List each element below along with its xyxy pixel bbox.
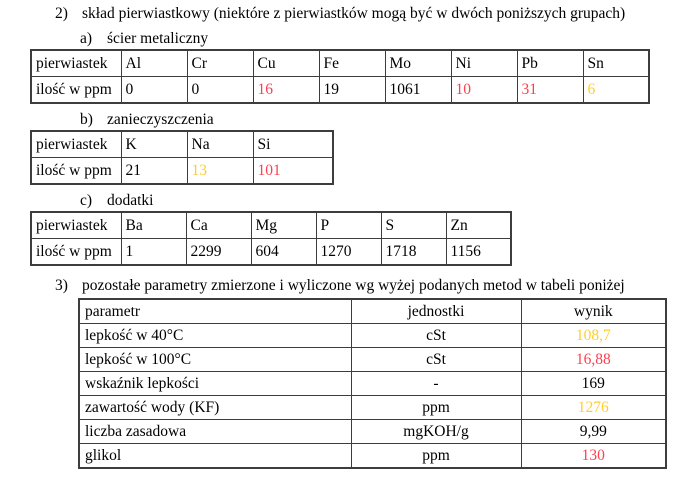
parameter-unit: ppm bbox=[351, 444, 521, 469]
parameter-unit: ppm bbox=[351, 396, 521, 420]
element-value-Sn: 6 bbox=[583, 77, 649, 104]
group-letter-zanieczyszczenia: b) bbox=[80, 111, 93, 128]
row-header-element: pierwiastek bbox=[31, 212, 121, 239]
element-value-Na: 13 bbox=[187, 158, 253, 185]
element-symbol-Pb: Pb bbox=[517, 50, 583, 77]
row-header-amount: ilość w ppm bbox=[31, 239, 121, 266]
element-symbol-Sn: Sn bbox=[583, 50, 649, 77]
table-row bbox=[79, 396, 666, 420]
element-symbol-Fe: Fe bbox=[319, 50, 385, 77]
parameter-result: 130 bbox=[521, 444, 666, 469]
element-value-Zn: 1156 bbox=[446, 239, 511, 266]
element-symbol-Ni: Ni bbox=[451, 50, 517, 77]
parameter-result: 1276 bbox=[521, 396, 666, 420]
element-symbol-Cu: Cu bbox=[253, 50, 319, 77]
element-value-K: 21 bbox=[121, 158, 187, 185]
group-name-scier-metaliczny: ścier metaliczny bbox=[107, 30, 209, 47]
section-2-heading bbox=[55, 5, 685, 23]
parameter-result: 108,7 bbox=[521, 324, 666, 348]
elements-table-dodatki bbox=[30, 211, 512, 266]
parameter-result: 9,99 bbox=[521, 420, 666, 444]
element-value-Ca: 2299 bbox=[186, 239, 251, 266]
element-symbol-Ca: Ca bbox=[186, 212, 251, 239]
section-2-title: skład pierwiastkowy (niektóre z pierwiastków mogą być w dwóch poniższych grupach) bbox=[82, 5, 626, 22]
section-3-heading bbox=[55, 277, 685, 295]
element-value-Ba: 1 bbox=[121, 239, 186, 266]
group-letter-scier-metaliczny: a) bbox=[80, 30, 93, 47]
row-header-amount: ilość w ppm bbox=[31, 158, 121, 185]
header-parametr: parametr bbox=[79, 299, 351, 324]
table-row bbox=[79, 444, 666, 469]
group-name-zanieczyszczenia: zanieczyszczenia bbox=[107, 111, 214, 128]
table-row bbox=[31, 239, 511, 266]
group-label-dodatki bbox=[80, 192, 685, 209]
element-value-Ni: 10 bbox=[451, 77, 517, 104]
parameter-name: lepkość w 40°C bbox=[79, 324, 351, 348]
section-3-title: pozostałe parametry zmierzone i wyliczone wg wyżej podanych metod w tabeli poniżej bbox=[82, 277, 625, 294]
header-jednostki: jednostki bbox=[351, 299, 521, 324]
parameters-tbody bbox=[79, 299, 666, 468]
table-row bbox=[31, 212, 511, 239]
group-label-zanieczyszczenia bbox=[80, 111, 685, 128]
element-value-Al: 0 bbox=[121, 77, 187, 104]
element-value-Cu: 16 bbox=[253, 77, 319, 104]
table-row bbox=[31, 50, 649, 77]
elements-table-scier-metaliczny bbox=[30, 49, 650, 104]
parameter-result: 16,88 bbox=[521, 348, 666, 372]
elements-table-zanieczyszczenia bbox=[30, 130, 334, 185]
element-symbol-S: S bbox=[381, 212, 446, 239]
parameter-unit: cSt bbox=[351, 324, 521, 348]
element-value-P: 1270 bbox=[316, 239, 381, 266]
parameter-unit: cSt bbox=[351, 348, 521, 372]
table-row bbox=[31, 131, 333, 158]
table-row bbox=[79, 420, 666, 444]
parameters-table bbox=[78, 298, 667, 469]
element-symbol-Na: Na bbox=[187, 131, 253, 158]
parameter-name: zawartość wody (KF) bbox=[79, 396, 351, 420]
element-symbol-Mo: Mo bbox=[385, 50, 451, 77]
element-value-Mo: 1061 bbox=[385, 77, 451, 104]
element-symbol-Si: Si bbox=[253, 131, 333, 158]
element-symbol-K: K bbox=[121, 131, 187, 158]
element-symbol-Mg: Mg bbox=[251, 212, 316, 239]
parameter-name: wskaźnik lepkości bbox=[79, 372, 351, 396]
element-groups bbox=[0, 30, 685, 266]
table-row bbox=[79, 324, 666, 348]
parameter-name: glikol bbox=[79, 444, 351, 469]
parameter-unit: mgKOH/g bbox=[351, 420, 521, 444]
parameter-unit: - bbox=[351, 372, 521, 396]
parameter-name: liczba zasadowa bbox=[79, 420, 351, 444]
element-value-Fe: 19 bbox=[319, 77, 385, 104]
element-symbol-P: P bbox=[316, 212, 381, 239]
header-wynik: wynik bbox=[521, 299, 666, 324]
element-symbol-Zn: Zn bbox=[446, 212, 511, 239]
parameter-result: 169 bbox=[521, 372, 666, 396]
parameters-header-row bbox=[79, 299, 666, 324]
element-symbol-Al: Al bbox=[121, 50, 187, 77]
element-value-Pb: 31 bbox=[517, 77, 583, 104]
table-row bbox=[79, 372, 666, 396]
section-3-number: 3) bbox=[55, 277, 68, 294]
parameter-name: lepkość w 100°C bbox=[79, 348, 351, 372]
table-row bbox=[79, 348, 666, 372]
group-letter-dodatki: c) bbox=[80, 192, 93, 209]
table-row bbox=[31, 158, 333, 185]
row-header-element: pierwiastek bbox=[31, 131, 121, 158]
element-value-S: 1718 bbox=[381, 239, 446, 266]
section-2-number: 2) bbox=[55, 5, 68, 22]
element-value-Cr: 0 bbox=[187, 77, 253, 104]
element-symbol-Cr: Cr bbox=[187, 50, 253, 77]
element-value-Mg: 604 bbox=[251, 239, 316, 266]
row-header-element: pierwiastek bbox=[31, 50, 121, 77]
table-row bbox=[31, 77, 649, 104]
element-value-Si: 101 bbox=[253, 158, 333, 185]
row-header-amount: ilość w ppm bbox=[31, 77, 121, 104]
element-symbol-Ba: Ba bbox=[121, 212, 186, 239]
group-name-dodatki: dodatki bbox=[107, 192, 154, 209]
group-label-scier-metaliczny bbox=[80, 30, 685, 47]
